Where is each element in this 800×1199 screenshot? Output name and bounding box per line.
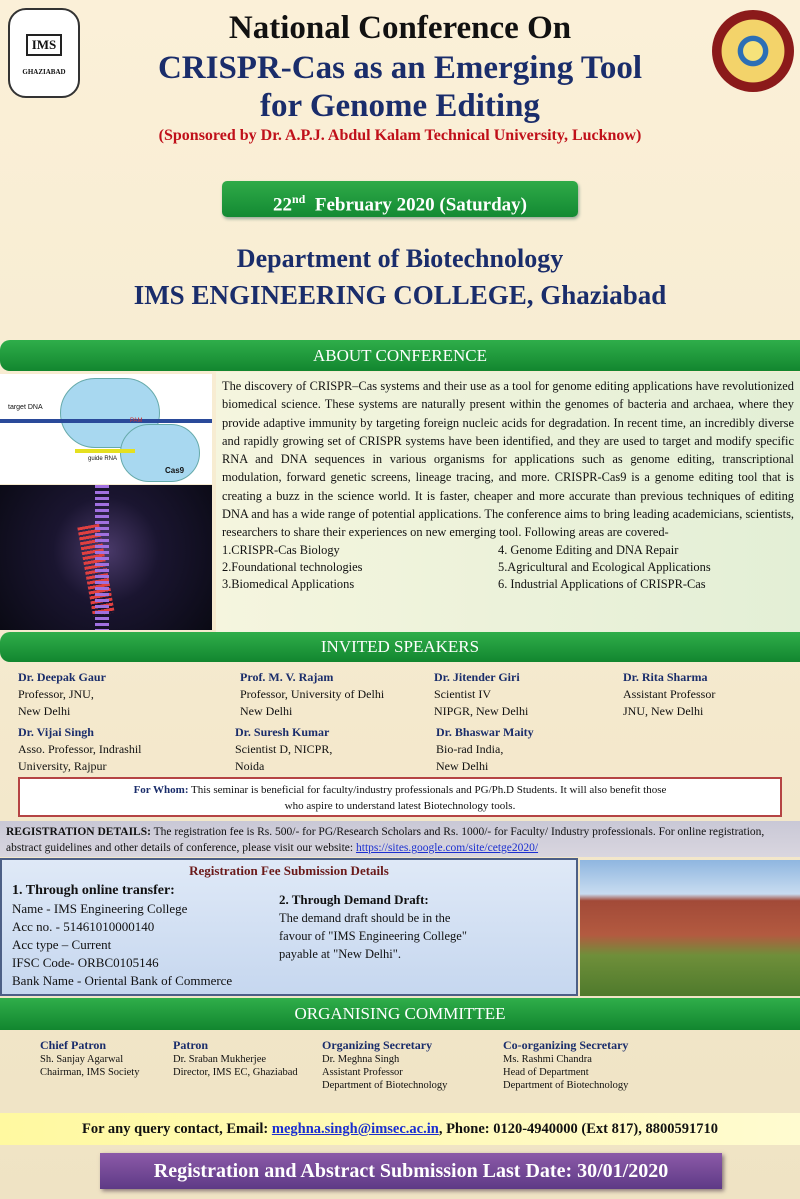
speaker-title: Professor, JNU, (18, 687, 94, 701)
online-line: Name - IMS Engineering College (12, 901, 188, 916)
topics-list (222, 542, 794, 593)
date-badge (222, 181, 578, 217)
topic: 3.Biomedical Applications (222, 576, 355, 591)
website-link[interactable]: https://sites.google.com/site/cetge2020/ (356, 842, 539, 854)
speaker-title: Professor, University of Delhi (240, 687, 385, 701)
registration-details (0, 821, 800, 857)
registration-text: The registration fee is Rs. 500/- for PG/Research Scholars and Rs. 1000/- for Faculty/ Industry professionals. For online registration, abstract guidelines and other details of conference, please visit our website: (6, 826, 765, 854)
committee-member (503, 1039, 628, 1092)
fee-details-box (0, 858, 578, 996)
title-line-1: National Conference On (228, 10, 572, 46)
speaker-title: Asso. Professor, Indrashil (18, 742, 142, 756)
speaker-card (235, 724, 332, 775)
crispr-diagram (0, 374, 212, 484)
fee-heading: Registration Fee Submission Details (189, 863, 389, 878)
member-line: Director, IMS EC, Ghaziabad (173, 1067, 298, 1078)
speaker-card (436, 724, 534, 775)
member-line: Department of Biotechnology (322, 1080, 448, 1091)
member-role: Organizing Secretary (322, 1038, 433, 1052)
member-line: Department of Biotechnology (503, 1080, 629, 1091)
speaker-title: Scientist IV (434, 687, 491, 701)
target-dna-label: target DNA (8, 404, 43, 411)
date-rest: February 2020 (Saturday) (314, 194, 527, 216)
contact-bar (0, 1113, 800, 1145)
committee-member (173, 1039, 298, 1079)
topic: 6. Industrial Applications of CRISPR-Cas (498, 576, 706, 591)
speaker-card (240, 669, 384, 720)
department-name: Department of Biotechnology (236, 244, 564, 273)
speaker-place: Noida (235, 759, 265, 773)
cas9-label: Cas9 (165, 466, 185, 475)
member-line: Dr. Meghna Singh (322, 1054, 400, 1065)
speaker-title: Bio-rad India, (436, 742, 504, 756)
date-day: 22 (272, 194, 292, 216)
committee-member (40, 1039, 139, 1079)
topic: 2.Foundational technologies (222, 559, 363, 574)
demand-draft-title: 2. Through Demand Draft: (279, 892, 429, 907)
about-paragraph: The discovery of CRISPR–Cas systems and their use as a tool for genome editing applications have revolutionized biomedical science. These systems are naturally present within the genomes of bacteria and archaea, where they provide adaptive immunity by targeting foreign nucleic acids for degradation. In recent time, an incredibly diverse and rapidly growing set of CRISPR systems have been identified, and they are used to target and modify specific RNA and DNA sequences in various organisms for applications such as genome editing, transcriptional modulation, forward genetic screens, lineage tracing, and more. CRISPR-Cas9 is a genome editing tool that is creating a buzz in the science world. It is faster, cheaper and more accurate than previous techniques of editing DNA and has a wide range of potential applications. The conference aims to bring leading academicians, scientists, researchers to share their experiences on new emerging tool. Following areas are covered- (222, 379, 794, 540)
speaker-title: Assistant Professor (623, 687, 716, 701)
college-building-photo (580, 860, 800, 996)
for-whom-label: For Whom: (133, 784, 189, 796)
member-line: Assistant Professor (322, 1067, 403, 1078)
topic: 4. Genome Editing and DNA Repair (498, 542, 679, 557)
speaker-place: University, Rajpur (18, 759, 107, 773)
speakers-heading: INVITED SPEAKERS (0, 632, 800, 662)
online-line: IFSC Code- ORBC0105146 (12, 955, 159, 970)
speaker-name: Dr. Jitender Giri (434, 670, 520, 684)
topic: 5.Agricultural and Ecological Applications (498, 559, 711, 574)
online-line: Acc no. - 51461010000140 (12, 919, 155, 934)
member-line: Dr. Sraban Mukherjee (173, 1054, 267, 1065)
for-whom-box (18, 777, 782, 817)
member-role: Co-organizing Secretary (503, 1038, 629, 1052)
about-heading: ABOUT CONFERENCE (0, 340, 800, 371)
date-sup: nd (291, 192, 306, 206)
contact-prefix: For any query contact, Email: (82, 1121, 272, 1137)
speaker-name: Dr. Vijai Singh (18, 725, 94, 739)
speaker-place: New Delhi (18, 704, 71, 718)
online-line: Acc type – Current (12, 937, 112, 952)
for-whom-line2: who aspire to understand latest Biotechnology tools. (284, 800, 516, 812)
member-role: Chief Patron (40, 1038, 107, 1052)
email-link[interactable]: meghna.singh@imsec.ac.in (271, 1121, 439, 1137)
speaker-place: JNU, New Delhi (623, 704, 704, 718)
title-line-2: CRISPR-Cas as an Emerging Tool (157, 50, 643, 86)
dd-line: payable at "New Delhi". (279, 947, 401, 961)
title-line-3: for Genome Editing (260, 88, 540, 124)
dd-line: The demand draft should be in the (279, 911, 451, 925)
speaker-place: New Delhi (436, 759, 489, 773)
online-line: Bank Name - Oriental Bank of Commerce (12, 973, 233, 988)
about-body (222, 377, 794, 593)
speaker-title: Scientist D, NICPR, (235, 742, 333, 756)
pam-label: PAM (130, 418, 143, 424)
ims-logo: IMS GHAZIABAD (8, 8, 80, 98)
member-line: Head of Department (503, 1067, 589, 1078)
committee-member (322, 1039, 447, 1092)
topic: 1.CRISPR-Cas Biology (222, 542, 340, 557)
speaker-name: Dr. Suresh Kumar (235, 725, 330, 739)
online-transfer-title: 1. Through online transfer: (12, 883, 175, 898)
speaker-name: Dr. Rita Sharma (623, 670, 708, 684)
speaker-card (18, 724, 142, 775)
contact-phone: , Phone: 0120-4940000 (Ext 817), 8800591710 (438, 1121, 718, 1137)
speaker-name: Dr. Deepak Gaur (18, 670, 106, 684)
speaker-place: NIPGR, New Delhi (434, 704, 529, 718)
speaker-name: Dr. Bhaswar Maity (436, 725, 534, 739)
member-line: Chairman, IMS Society (40, 1067, 140, 1078)
dd-line: favour of "IMS Engineering College" (279, 929, 467, 943)
speaker-card (18, 669, 106, 720)
registration-label: REGISTRATION DETAILS: (6, 826, 151, 838)
speaker-card (434, 669, 528, 720)
guide-rna-label: guide RNA (88, 456, 118, 462)
committee-heading: ORGANISING COMMITTEE (0, 998, 800, 1030)
speaker-card (623, 669, 715, 720)
college-name: IMS ENGINEERING COLLEGE, Ghaziabad (133, 280, 667, 310)
speaker-place: New Delhi (240, 704, 293, 718)
sponsor-text: (Sponsored by Dr. A.P.J. Abdul Kalam Technical University, Lucknow) (158, 127, 642, 144)
for-whom-line1: This seminar is beneficial for faculty/industry professionals and PG/Ph.D Students. It will also benefit those (188, 784, 667, 796)
member-line: Ms. Rashmi Chandra (503, 1054, 592, 1065)
member-line: Sh. Sanjay Agarwal (40, 1054, 124, 1065)
speaker-name: Prof. M. V. Rajam (240, 670, 334, 684)
member-role: Patron (173, 1038, 209, 1052)
dna-image (0, 485, 212, 630)
deadline-banner: Registration and Abstract Submission Last Date: 30/01/2020 (100, 1153, 722, 1189)
